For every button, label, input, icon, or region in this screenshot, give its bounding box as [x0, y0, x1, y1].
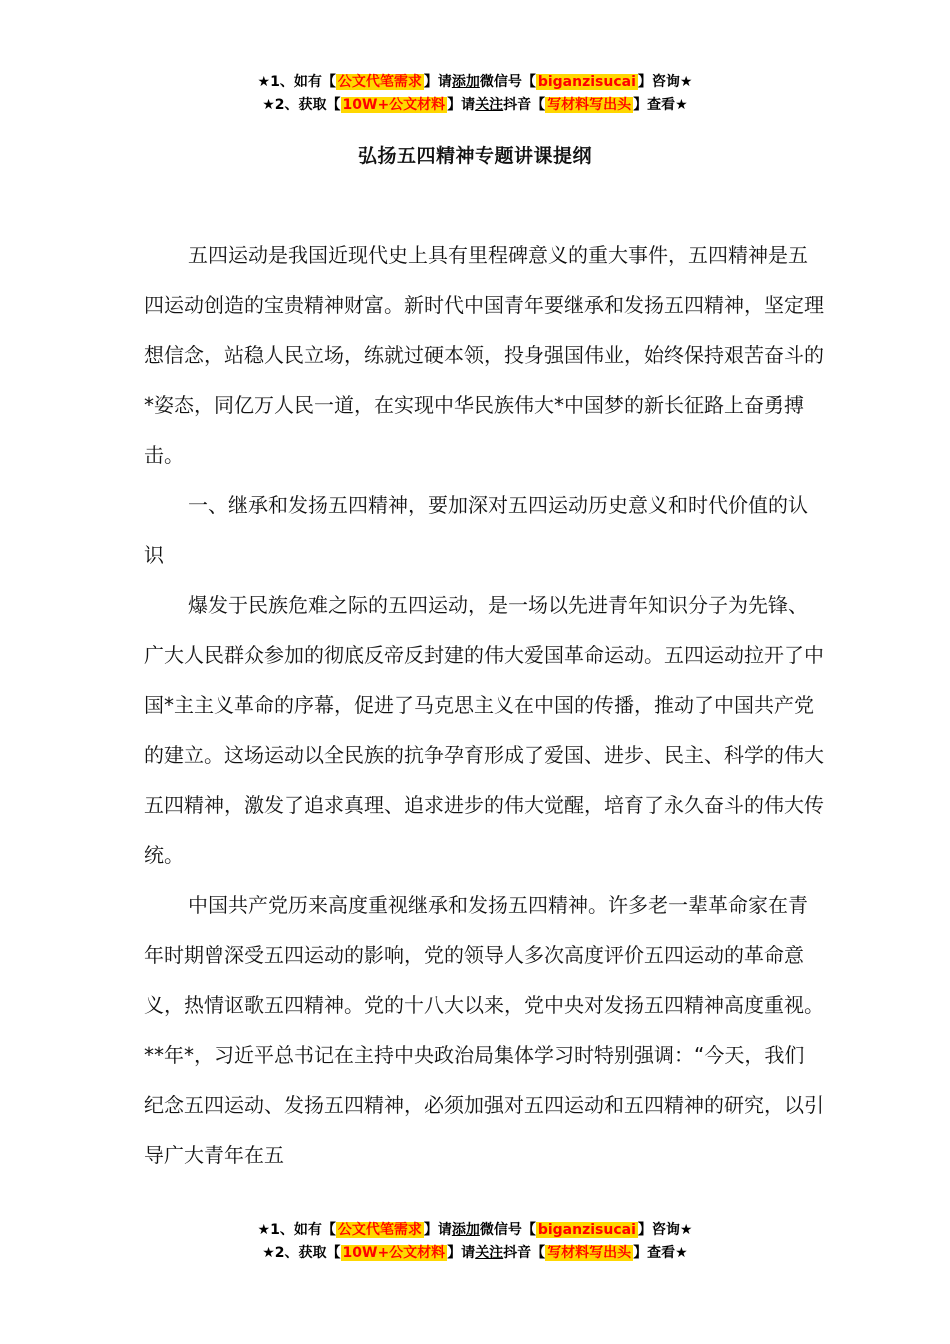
- document-title: 弘扬五四精神专题讲课提纲: [357, 145, 592, 167]
- banner-text: 】请: [423, 74, 452, 90]
- banner-text: ★2、获取【: [262, 1245, 341, 1261]
- paragraph-party: 中国共产党历来高度重视继承和发扬五四精神。许多老一辈革命家在青年时期曾深受五四运动的影响，党的领导人多次高度评价五四运动的革命意义，热情讴歌五四精神。党的十八大以来，党中央对发扬五四精神高度重视。**年*，习近平总书记在主持中央政治局集体学习时特别强调：“今天，我们纪念五四运动、发扬五四精神，必须加强对五四运动和五四精神的研究，以引导广大青年在五: [144, 893, 824, 1167]
- banner-text: 】咨询★: [637, 1222, 693, 1238]
- banner-text: ★1、如有【: [257, 74, 336, 90]
- banner-highlight: 公文代笔需求: [337, 1222, 422, 1238]
- banner-highlight: biganzisucai: [537, 74, 636, 90]
- footer-banner: [0, 1219, 950, 1265]
- banner-highlight: 公文代笔需求: [337, 74, 422, 90]
- banner-text: 】查看★: [633, 97, 688, 113]
- banner-text: 微信号【: [479, 1222, 536, 1238]
- banner-highlight: 10W+公文材料: [342, 97, 446, 113]
- banner-underline: 关注: [475, 97, 504, 113]
- banner-text: ★1、如有【: [257, 1222, 336, 1238]
- document-body: [144, 230, 824, 1180]
- banner-text: 】请: [447, 97, 476, 113]
- paragraph-intro: 五四运动是我国近现代史上具有里程碑意义的重大事件，五四精神是五四运动创造的宝贵精神财富。新时代中国青年要继承和发扬五四精神，坚定理想信念，站稳人民立场，练就过硬本领，投身强国伟业，始终保持艰苦奋斗的*姿态，同亿万人民一道，在实现中华民族伟大*中国梦的新长征路上奋勇搏击。: [144, 243, 824, 467]
- banner-text: 微信号【: [479, 74, 536, 90]
- banner-line-1: [0, 71, 950, 94]
- banner-text: ★2、获取【: [262, 97, 341, 113]
- banner-highlight: 写材料写出头: [547, 97, 632, 113]
- banner-highlight: 10W+公文材料: [342, 1245, 446, 1261]
- banner-underline: 添加: [451, 74, 480, 90]
- banner-line-1: [0, 1219, 950, 1242]
- banner-text: 】请: [447, 1245, 476, 1261]
- paragraph-history: 爆发于民族危难之际的五四运动，是一场以先进青年知识分子为先锋、广大人民群众参加的彻底反帝反封建的伟大爱国革命运动。五四运动拉开了中国*主主义革命的序幕，促进了马克思主义在中国的传播，推动了中国共产党的建立。这场运动以全民族的抗争孕育形成了爱国、进步、民主、科学的伟大五四精神，激发了追求真理、追求进步的伟大觉醒，培育了永久奋斗的伟大传统。: [144, 593, 824, 867]
- banner-underline: 关注: [475, 1245, 504, 1261]
- banner-text: 抖音【: [503, 1245, 546, 1261]
- banner-line-2: [0, 94, 950, 117]
- section-heading-1: 一、继承和发扬五四精神，要加深对五四运动历史意义和时代价值的认识: [144, 493, 808, 567]
- banner-text: 】请: [423, 1222, 452, 1238]
- header-banner: [0, 71, 950, 117]
- banner-line-2: [0, 1242, 950, 1265]
- banner-highlight: biganzisucai: [537, 1222, 636, 1238]
- banner-text: 】咨询★: [637, 74, 693, 90]
- banner-text: 】查看★: [633, 1245, 688, 1261]
- banner-text: 抖音【: [503, 97, 546, 113]
- banner-highlight: 写材料写出头: [547, 1245, 632, 1261]
- banner-underline: 添加: [451, 1222, 480, 1238]
